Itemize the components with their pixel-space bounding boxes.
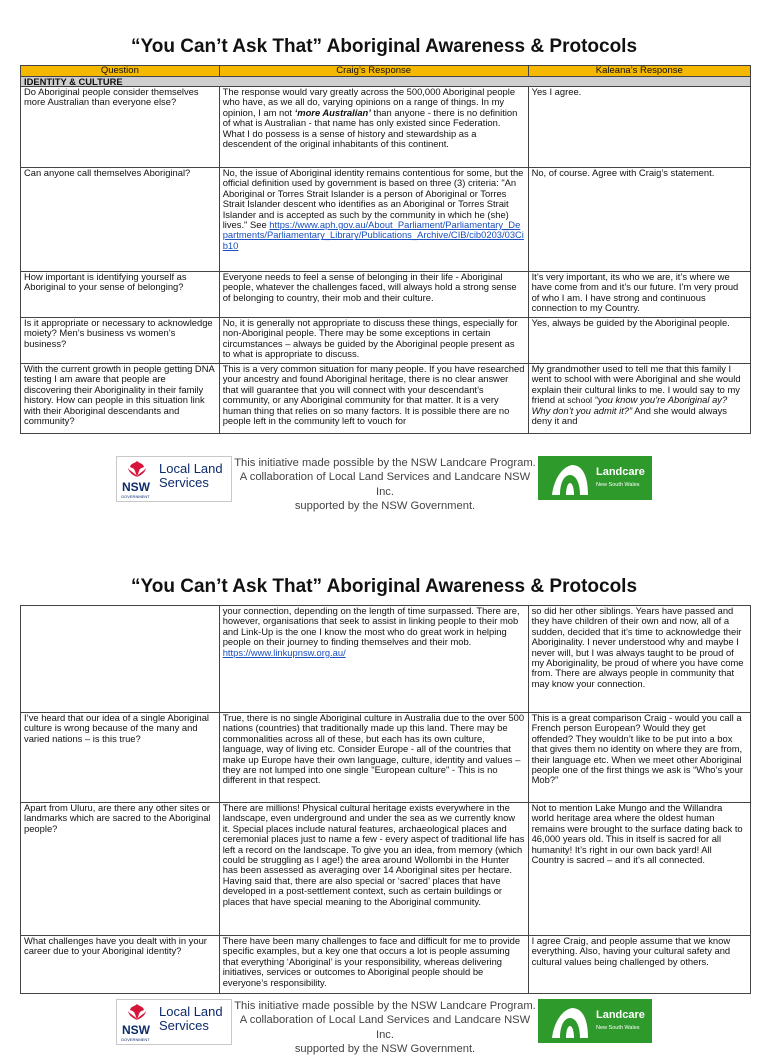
table-row [21, 364, 751, 434]
craig-response-cell: Everyone needs to feel a sense of belonging in their life - Aboriginal people, whatever the challenges faced, will always hold a strong sense of belonging to country, their mob and their culture. [219, 272, 528, 318]
kaleana-response-cell: Not to mention Lake Mungo and the Willandra world heritage area where the oldest human remains were brought to the surface dating back to 46,000 years old. This in itself is sacred for all humanity! It’s right in our own back yard! All Country is sacred – and it’s all connected. [528, 803, 750, 936]
footer [0, 999, 768, 1059]
kaleana-response-cell: My grandmother used to tell me that this family I went to school with were Aboriginal and she would explain their cultural links to me. I would say to my friend at school “you know you’re Aboriginal ay? Why don’t you admit it?” And she would always deny it and [528, 364, 750, 434]
linkup-link[interactable]: https://www.linkupnsw.org.au/ [222, 646, 346, 658]
craig-response-cell: your connection, depending on the length of time surpassed. There are, however, organisations that seek to assist in linking people to their mob and Link-Up is the one I know the most who do great work in helping people on their journey to finding themselves and their mob. https://www.linkupnsw.org.au/ [219, 606, 528, 713]
page-title: “You Can’t Ask That” Aboriginal Awareness & Protocols [130, 576, 638, 597]
question-cell: Can anyone call themselves Aboriginal? [21, 168, 220, 272]
craig-response-cell: There are millions! Physical cultural heritage exists everywhere in the landscape, even underground and under the sea as we currently know it. Special places include natural features, archaeological places and ceremonial places just to name a few - every aspect of traditional life has left a record on the landscape. To give you an idea, from memory (which could be struggling as I age!) the area around Wollombi in the Hunter has been assessed as averaging over 14 Aboriginal sites per hectare. Having said that, there are also special or ‘sacred’ places that have developed in a post-settlement context, such as certain buildings or places that have special meaning to the Aboriginal community. [219, 803, 528, 936]
kaleana-response-cell: so did her other siblings. Years have passed and they have children of their own and now, all of a sudden, decided that it’s time to acknowledge their Aboriginality. I never understood why and maybe I never will, but I was always taught to be proud of my Aboriginality, be proud of where you have come from. There are always people in community that may know your connection. [528, 606, 750, 713]
landcare-nsw-logo: Landcare New South Wales [538, 456, 652, 500]
craig-response-cell: This is a very common situation for many people. If you have researched your ancestry and found Aboriginal heritage, there is no clear answer that will guarantee that you will connect with your descendant’s community, or any Aboriginal community for that matter. It is a very human thing that relies on so many factors. It is possible there are no people left in the community left to vouch for [219, 364, 528, 434]
craig-response-cell: There have been many challenges to face and difficult for me to provide specific examples, but a key one that occurs a lot is people assuming that everything ‘Aboriginal’ is your responsibility, whereas delivering initiatives, services or outcomes to Aboriginal people should be everyone’s responsibility. [219, 936, 528, 994]
kaleana-response-cell: This is a great comparison Craig - would you call a French person European? Would they get offended? They wouldn’t like to be put into a box that gives them no identity on where they are from, their language etc. When we meet other Aboriginal people one of the first things we ask is “Who’s your Mob?” [528, 713, 750, 803]
aph-link[interactable]: https://www.aph.gov.au/About_Parliament/Parliamentary_Departments/Parliamentary_Library/Publications_Archive/CIB/cib0203/03Cib10 [222, 219, 524, 251]
table-row [21, 803, 751, 936]
question-cell: With the current growth in people getting DNA testing I am aware that people are discovering their Aboriginality in their family history. How can people in this situation link with their Aboriginal descendants and community? [21, 364, 220, 434]
kaleana-response-cell: No, of course. Agree with Craig’s statement. [528, 168, 750, 272]
local-land-services-logo: NSW GOVERNMENT Local Land Services [116, 456, 232, 502]
waratah-icon [122, 459, 152, 479]
question-cell: Is it appropriate or necessary to acknowledge moiety? Men’s business vs women’s business? [21, 318, 220, 364]
qa-table [20, 65, 751, 434]
landcare-hands-icon [548, 461, 592, 497]
question-cell [21, 606, 220, 713]
waratah-icon [122, 1002, 152, 1022]
column-header-kaleana: Kaleana’s Response [528, 66, 750, 77]
table-header-row [21, 66, 751, 77]
page-title: “You Can’t Ask That” Aboriginal Awareness & Protocols [130, 36, 638, 57]
column-header-craig: Craig’s Response [219, 66, 528, 77]
kaleana-response-cell: It’s very important, its who we are, it’s where we have come from and it’s our future. I’m very proud of who I am. I have strong and continuous connection to my Country. [528, 272, 750, 318]
footer-text: This initiative made possible by the NSW Landcare Program. A collaboration of Local Land Services and Landcare NSW Inc. supported by the NSW Government. [234, 1000, 536, 1056]
craig-response-cell: No, it is generally not appropriate to discuss these things, especially for non-Aboriginal people. There may be some exceptions in certain circumstances – always be guided by the Aboriginal people present as to what is appropriate to discuss. [219, 318, 528, 364]
landcare-hands-icon [548, 1004, 592, 1040]
craig-response-cell: No, the issue of Aboriginal identity remains contentious for some, but the official definition used by government is based on three (3) criteria: "An Aboriginal or Torres Strait Islander is a person of Aboriginal or Torres Strait Islander descent who identifies as an Aboriginal or Torres Strait Islander and is accepted as such by the community in which he (she) lives." See https://www.aph.gov.au/About_Parliament/Parliamentary_Departments/Parliamentary_Library/Publications_Archive/CIB/cib0203/03Cib10 [219, 168, 528, 272]
question-cell: What challenges have you dealt with in your career due to your Aboriginal identity? [21, 936, 220, 994]
qa-table-continued [20, 605, 751, 994]
column-header-question: Question [21, 66, 220, 77]
table-row [21, 318, 751, 364]
question-cell: Apart from Uluru, are there any other sites or landmarks which are sacred to the Aboriginal people? [21, 803, 220, 936]
table-row [21, 936, 751, 994]
question-cell: How important is identifying yourself as Aboriginal to your sense of belonging? [21, 272, 220, 318]
question-cell: I’ve heard that our idea of a single Aboriginal culture is wrong because of the many and varied nations – is this true? [21, 713, 220, 803]
table-row [21, 168, 751, 272]
kaleana-response-cell: Yes I agree. [528, 87, 750, 168]
footer [0, 456, 768, 516]
kaleana-response-cell: I agree Craig, and people assume that we know everything. Also, having your cultural safety and cultural values being challenged by others. [528, 936, 750, 994]
table-row [21, 713, 751, 803]
craig-response-cell: True, there is no single Aboriginal culture in Australia due to the over 500 nations (countries) that traditionally made up this land. There may be commonalities across all of these, but each has its own culture, language, way of living etc. Consider Europe - all of the countries that make up Europe have their own language, culture, identity and values – they are not lumped into one single "European culture" - This is no different in that respect. [219, 713, 528, 803]
table-row [21, 606, 751, 713]
craig-response-cell: The response would vary greatly across the 500,000 Aboriginal people who have, as we all do, varying opinions on a range of things. In my opinion, I am not ‘more Australian’ than anyone - there is no definition of what is Australian - that name has only existed since Federation. What I do possess is a sense of history and stewardship as a descendent of the original inhabitants of this continent. [219, 87, 528, 168]
local-land-services-logo: NSW GOVERNMENT Local Land Services [116, 999, 232, 1045]
section-label: IDENTITY & CULTURE [21, 77, 751, 87]
footer-text: This initiative made possible by the NSW Landcare Program. A collaboration of Local Land Services and Landcare NSW Inc. supported by the NSW Government. [234, 457, 536, 513]
table-row [21, 272, 751, 318]
table-row [21, 87, 751, 168]
section-row [21, 77, 751, 87]
kaleana-response-cell: Yes, always be guided by the Aboriginal people. [528, 318, 750, 364]
landcare-nsw-logo: Landcare New South Wales [538, 999, 652, 1043]
question-cell: Do Aboriginal people consider themselves more Australian than everyone else? [21, 87, 220, 168]
